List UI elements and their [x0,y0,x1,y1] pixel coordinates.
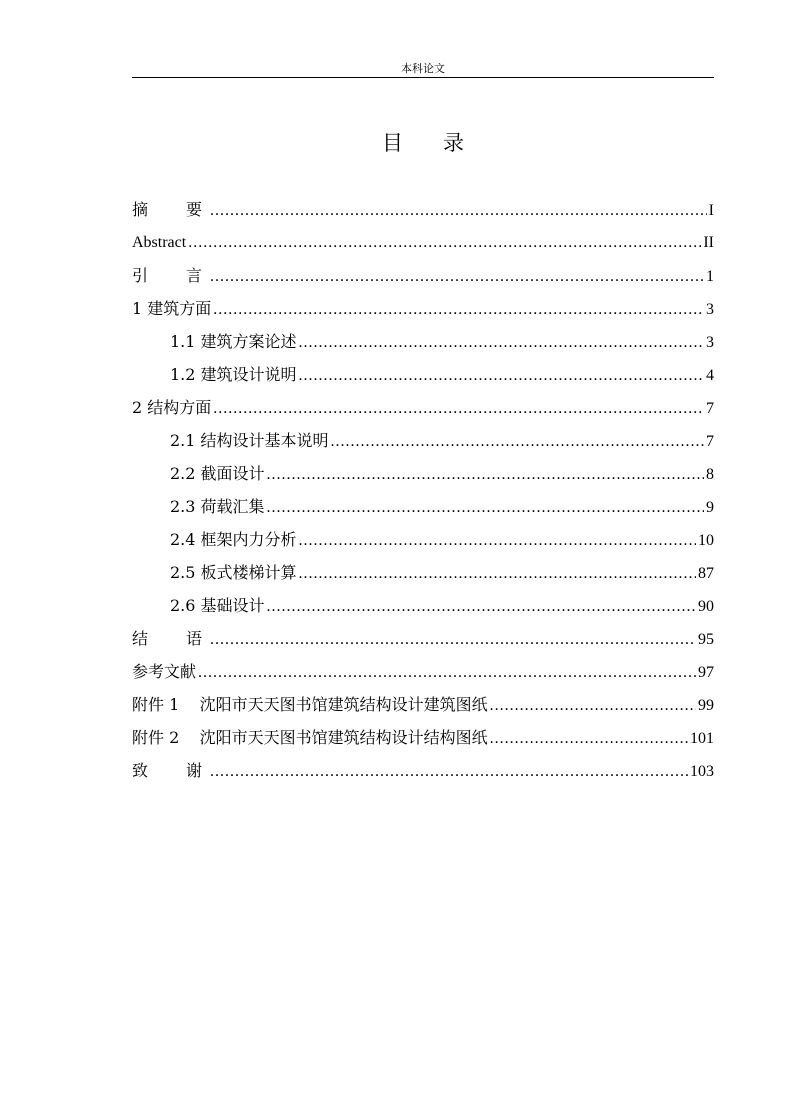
toc-entry-label: 2.1 结构设计基本说明 [170,431,329,450]
toc-entry-label: 1 建筑方面 [132,299,212,318]
toc-entry-label: 参考文献 [132,662,197,681]
toc-entry-section-1-1[interactable] [132,328,714,361]
toc-entry-section-2-1[interactable] [132,427,714,460]
toc-entry-section-2-5[interactable] [132,559,714,592]
toc-entry-abstract-cn[interactable] [132,196,714,229]
toc-entry-label: 1.1 建筑方案论述 [170,332,297,351]
toc-page-number: 99 [698,697,714,714]
toc-entry-appendix-2[interactable] [132,724,714,757]
toc-leader-dots [213,395,704,423]
toc-entry-label: 2 结构方面 [132,398,212,417]
toc-entry-label: 引 言 [132,266,203,285]
header-rule [132,77,714,78]
toc-entry-section-2-6[interactable] [132,592,714,625]
title-char-1: 目 [382,131,403,155]
toc-leader-dots [299,329,704,357]
toc-leader-dots [210,197,707,225]
toc-entry-label: 致 谢 [132,761,203,780]
toc-leader-dots [213,296,704,324]
toc-entry-references[interactable] [132,658,714,691]
toc-page-number: 3 [706,301,714,318]
toc-entry-abstract-en[interactable] [132,229,714,262]
toc-page-number: 3 [706,334,714,351]
toc-leader-dots [299,362,704,390]
toc-leader-dots [210,263,704,291]
toc-leader-dots [267,494,704,522]
toc-leader-dots [299,527,696,555]
toc-entry-label: 2.4 框架内力分析 [170,530,297,549]
toc-entry-label: 2.2 截面设计 [170,464,265,483]
toc-leader-dots [490,692,696,720]
toc-leader-dots [267,593,696,621]
toc-entry-section-1-2[interactable] [132,361,714,394]
toc-entry-introduction[interactable] [132,262,714,295]
table-of-contents [132,196,714,790]
title-char-2: 录 [443,131,464,155]
toc-page-number: 9 [706,499,714,516]
toc-page-number: 90 [698,598,714,615]
toc-entry-acknowledgements[interactable] [132,757,714,790]
toc-entry-label: 摘 要 [132,200,203,219]
toc-page-number: 101 [690,730,714,747]
page-header: 本科论文 [401,62,445,75]
toc-entry-chapter-2[interactable] [132,394,714,427]
toc-page-number: II [703,234,714,251]
toc-entry-label: Abstract [132,234,187,251]
toc-entry-label: 2.5 板式楼梯计算 [170,563,297,582]
toc-entry-label: 1.2 建筑设计说明 [170,365,297,384]
toc-page-number: 8 [706,466,714,483]
toc-entry-label: 结 语 [132,629,203,648]
toc-leader-dots [210,758,688,786]
toc-leader-dots [267,461,704,489]
toc-leader-dots [490,725,688,753]
toc-entry-section-2-4[interactable] [132,526,714,559]
toc-page-number: 7 [706,400,714,417]
toc-page-number: 95 [698,631,714,648]
toc-leader-dots [198,659,696,687]
toc-page-number: 97 [698,664,714,681]
toc-page-number: 1 [706,268,714,285]
toc-page-number: 10 [698,532,714,549]
toc-page-number: I [708,202,714,219]
toc-entry-conclusion[interactable] [132,625,714,658]
toc-entry-label: 2.3 荷载汇集 [170,497,265,516]
toc-entry-section-2-3[interactable] [132,493,714,526]
toc-page-number: 103 [690,763,714,780]
toc-entry-label: 附件 1 沈阳市天天图书馆建筑结构设计建筑图纸 [132,695,488,714]
toc-page-number: 87 [698,565,714,582]
toc-entry-chapter-1[interactable] [132,295,714,328]
page-title [132,130,714,156]
toc-leader-dots [188,229,701,257]
toc-entry-section-2-2[interactable] [132,460,714,493]
toc-entry-label: 附件 2 沈阳市天天图书馆建筑结构设计结构图纸 [132,728,488,747]
toc-leader-dots [331,428,704,456]
toc-entry-appendix-1[interactable] [132,691,714,724]
toc-leader-dots [210,626,696,654]
toc-entry-label: 2.6 基础设计 [170,596,265,615]
toc-leader-dots [299,560,696,588]
toc-page-number: 7 [706,433,714,450]
toc-page-number: 4 [706,367,714,384]
